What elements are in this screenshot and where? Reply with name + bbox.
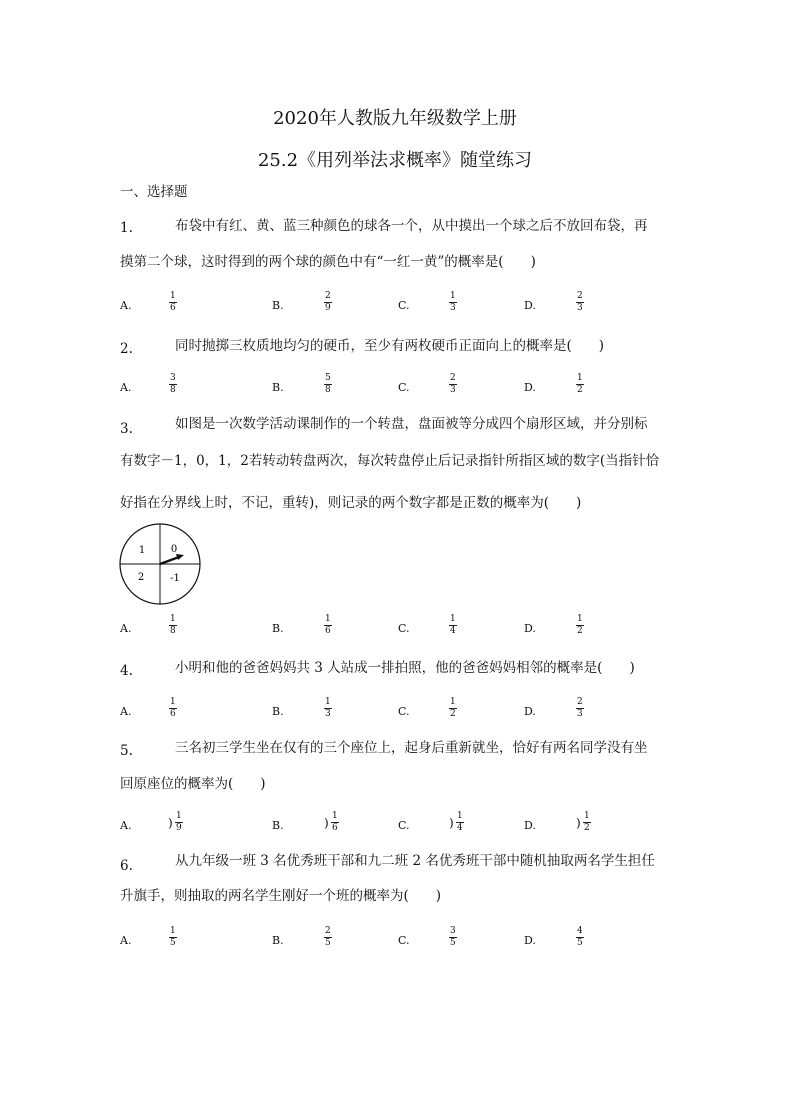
question-text-line: 从九年级一班 3 名优秀班干部和九二班 2 名优秀班干部中随机抽取两名学生担任 — [175, 853, 655, 869]
option-b-fraction[interactable] — [331, 812, 339, 833]
numerator: 1 — [170, 926, 176, 936]
denominator: 4 — [450, 626, 456, 636]
question-number: 5. — [120, 743, 133, 759]
question-text-line: 如图是一次数学活动课制作的一个转盘，盘面被等分成四个扇形区域，并分别标 — [175, 416, 648, 432]
denominator: 6 — [325, 626, 331, 636]
option-d-fraction[interactable] — [576, 927, 584, 948]
option-d-fraction[interactable] — [583, 812, 591, 833]
question-text-line: 摸第二个球，这时得到的两个球的颜色中有“一红一黄”的概率是( ) — [120, 254, 536, 270]
numerator: 2 — [577, 291, 583, 301]
option-b-letter: B. — [272, 819, 284, 832]
option-b-letter: B. — [272, 622, 284, 635]
question-text-line: 同时抛掷三枚质地均匀的硬币，至少有两枚硬币正面向上的概率是( ) — [175, 338, 605, 354]
numerator: 2 — [325, 926, 331, 936]
spinner-label-1: 1 — [138, 545, 146, 556]
denominator: 5 — [577, 938, 583, 948]
denominator: 6 — [332, 823, 338, 833]
numerator: 2 — [325, 291, 331, 301]
section-heading: 一、选择题 — [120, 184, 188, 200]
numerator: 1 — [325, 697, 331, 707]
denominator: 2 — [577, 626, 583, 636]
option-d-paren: ) — [576, 816, 581, 830]
denominator: 3 — [577, 709, 583, 719]
option-d-fraction[interactable] — [576, 374, 584, 395]
spinner-label-minus1: -1 — [170, 573, 180, 584]
option-c-fraction[interactable] — [449, 615, 457, 636]
numerator: 1 — [170, 697, 176, 707]
numerator: 1 — [577, 373, 583, 383]
option-a-fraction[interactable] — [169, 698, 177, 719]
numerator: 1 — [450, 614, 456, 624]
numerator: 1 — [325, 614, 331, 624]
option-d-fraction[interactable] — [576, 292, 584, 313]
option-c-fraction[interactable] — [456, 812, 464, 833]
option-b-fraction[interactable] — [324, 292, 332, 313]
numerator: 5 — [325, 373, 331, 383]
spinner-label-0: 0 — [170, 544, 178, 555]
spinner-pointer-head — [176, 554, 184, 560]
option-d-fraction[interactable] — [576, 615, 584, 636]
numerator: 1 — [584, 811, 590, 821]
denominator: 2 — [577, 385, 583, 395]
option-c-letter: C. — [398, 381, 410, 394]
option-a-fraction[interactable] — [169, 292, 177, 313]
denominator: 3 — [577, 303, 583, 313]
question-text-line: 回原座位的概率为( ) — [120, 776, 266, 792]
denominator: 5 — [325, 938, 331, 948]
denominator: 2 — [450, 709, 456, 719]
denominator: 4 — [457, 823, 463, 833]
option-a-paren: ) — [168, 816, 173, 830]
option-b-fraction[interactable] — [324, 927, 332, 948]
option-d-letter: D. — [524, 299, 536, 312]
numerator: 1 — [332, 811, 338, 821]
option-d-letter: D. — [524, 705, 536, 718]
option-a-letter: A. — [120, 819, 132, 832]
option-c-letter: C. — [398, 819, 410, 832]
numerator: 1 — [176, 811, 182, 821]
option-d-letter: D. — [524, 819, 536, 832]
denominator: 9 — [325, 303, 331, 313]
option-a-letter: A. — [120, 299, 132, 312]
numerator: 1 — [170, 291, 176, 301]
option-a-letter: A. — [120, 381, 132, 394]
option-c-letter: C. — [398, 299, 410, 312]
question-number: 1. — [120, 220, 133, 236]
numerator: 1 — [577, 614, 583, 624]
option-d-fraction[interactable] — [576, 698, 584, 719]
option-d-letter: D. — [524, 622, 536, 635]
denominator: 5 — [450, 938, 456, 948]
option-a-fraction[interactable] — [169, 927, 177, 948]
numerator: 2 — [450, 373, 456, 383]
denominator: 2 — [584, 823, 590, 833]
option-c-paren: ) — [449, 816, 454, 830]
question-text-line: 布袋中有红、黄、蓝三种颜色的球各一个，从中摸出一个球之后不放回布袋，再 — [175, 218, 648, 234]
denominator: 3 — [325, 709, 331, 719]
option-a-letter: A. — [120, 705, 132, 718]
option-a-fraction[interactable] — [175, 812, 183, 833]
denominator: 6 — [170, 709, 176, 719]
numerator: 1 — [450, 291, 456, 301]
denominator: 8 — [325, 385, 331, 395]
denominator: 6 — [170, 303, 176, 313]
option-b-letter: B. — [272, 381, 284, 394]
numerator: 1 — [457, 811, 463, 821]
option-c-fraction[interactable] — [449, 927, 457, 948]
spinner-figure — [118, 522, 202, 606]
spinner-pointer — [160, 557, 179, 564]
option-a-letter: A. — [120, 934, 132, 947]
question-text-line: 小明和他的爸爸妈妈共 3 人站成一排拍照，他的爸爸妈妈相邻的概率是( ) — [175, 660, 635, 676]
option-a-fraction[interactable] — [169, 615, 177, 636]
question-number: 3. — [120, 421, 133, 437]
option-d-letter: D. — [524, 381, 536, 394]
question-number: 4. — [120, 663, 133, 679]
question-text-line: 有数字－1，0，1，2若转动转盘两次，每次转盘停止后记录指针所指区域的数字(当指针恰 — [120, 453, 660, 469]
denominator: 8 — [170, 626, 176, 636]
question-text-line: 三名初三学生坐在仅有的三个座位上，起身后重新就坐，恰好有两名同学没有坐 — [175, 740, 648, 756]
spinner-label-2: 2 — [137, 572, 145, 583]
option-c-fraction[interactable] — [449, 698, 457, 719]
denominator: 9 — [176, 823, 182, 833]
option-b-fraction[interactable] — [324, 615, 332, 636]
option-c-letter: C. — [398, 705, 410, 718]
numerator: 1 — [170, 614, 176, 624]
option-b-letter: B. — [272, 299, 284, 312]
option-b-fraction[interactable] — [324, 374, 332, 395]
option-b-paren: ) — [324, 816, 329, 830]
denominator: 8 — [170, 385, 176, 395]
option-b-fraction[interactable] — [324, 698, 332, 719]
numerator: 1 — [450, 697, 456, 707]
question-number: 2. — [120, 341, 133, 357]
page-subtitle: 25.2《用列举法求概率》随堂练习 — [257, 150, 533, 171]
option-c-letter: C. — [398, 934, 410, 947]
option-b-letter: B. — [272, 934, 284, 947]
page-title: 2020年人教版九年级数学上册 — [273, 108, 517, 129]
option-c-fraction[interactable] — [449, 292, 457, 313]
option-c-letter: C. — [398, 622, 410, 635]
option-c-fraction[interactable] — [449, 374, 457, 395]
denominator: 3 — [450, 385, 456, 395]
question-text-line: 好指在分界线上时，不记，重转)，则记录的两个数字都是正数的概率为( ) — [120, 495, 582, 511]
denominator: 5 — [170, 938, 176, 948]
question-text-line: 升旗手，则抽取的两名学生刚好一个班的概率为( ) — [120, 888, 442, 904]
numerator: 3 — [170, 373, 176, 383]
option-a-fraction[interactable] — [169, 374, 177, 395]
numerator: 2 — [577, 697, 583, 707]
option-a-letter: A. — [120, 622, 132, 635]
question-number: 6. — [120, 858, 133, 874]
option-d-letter: D. — [524, 934, 536, 947]
option-b-letter: B. — [272, 705, 284, 718]
denominator: 3 — [450, 303, 456, 313]
numerator: 4 — [577, 926, 583, 936]
numerator: 3 — [450, 926, 456, 936]
